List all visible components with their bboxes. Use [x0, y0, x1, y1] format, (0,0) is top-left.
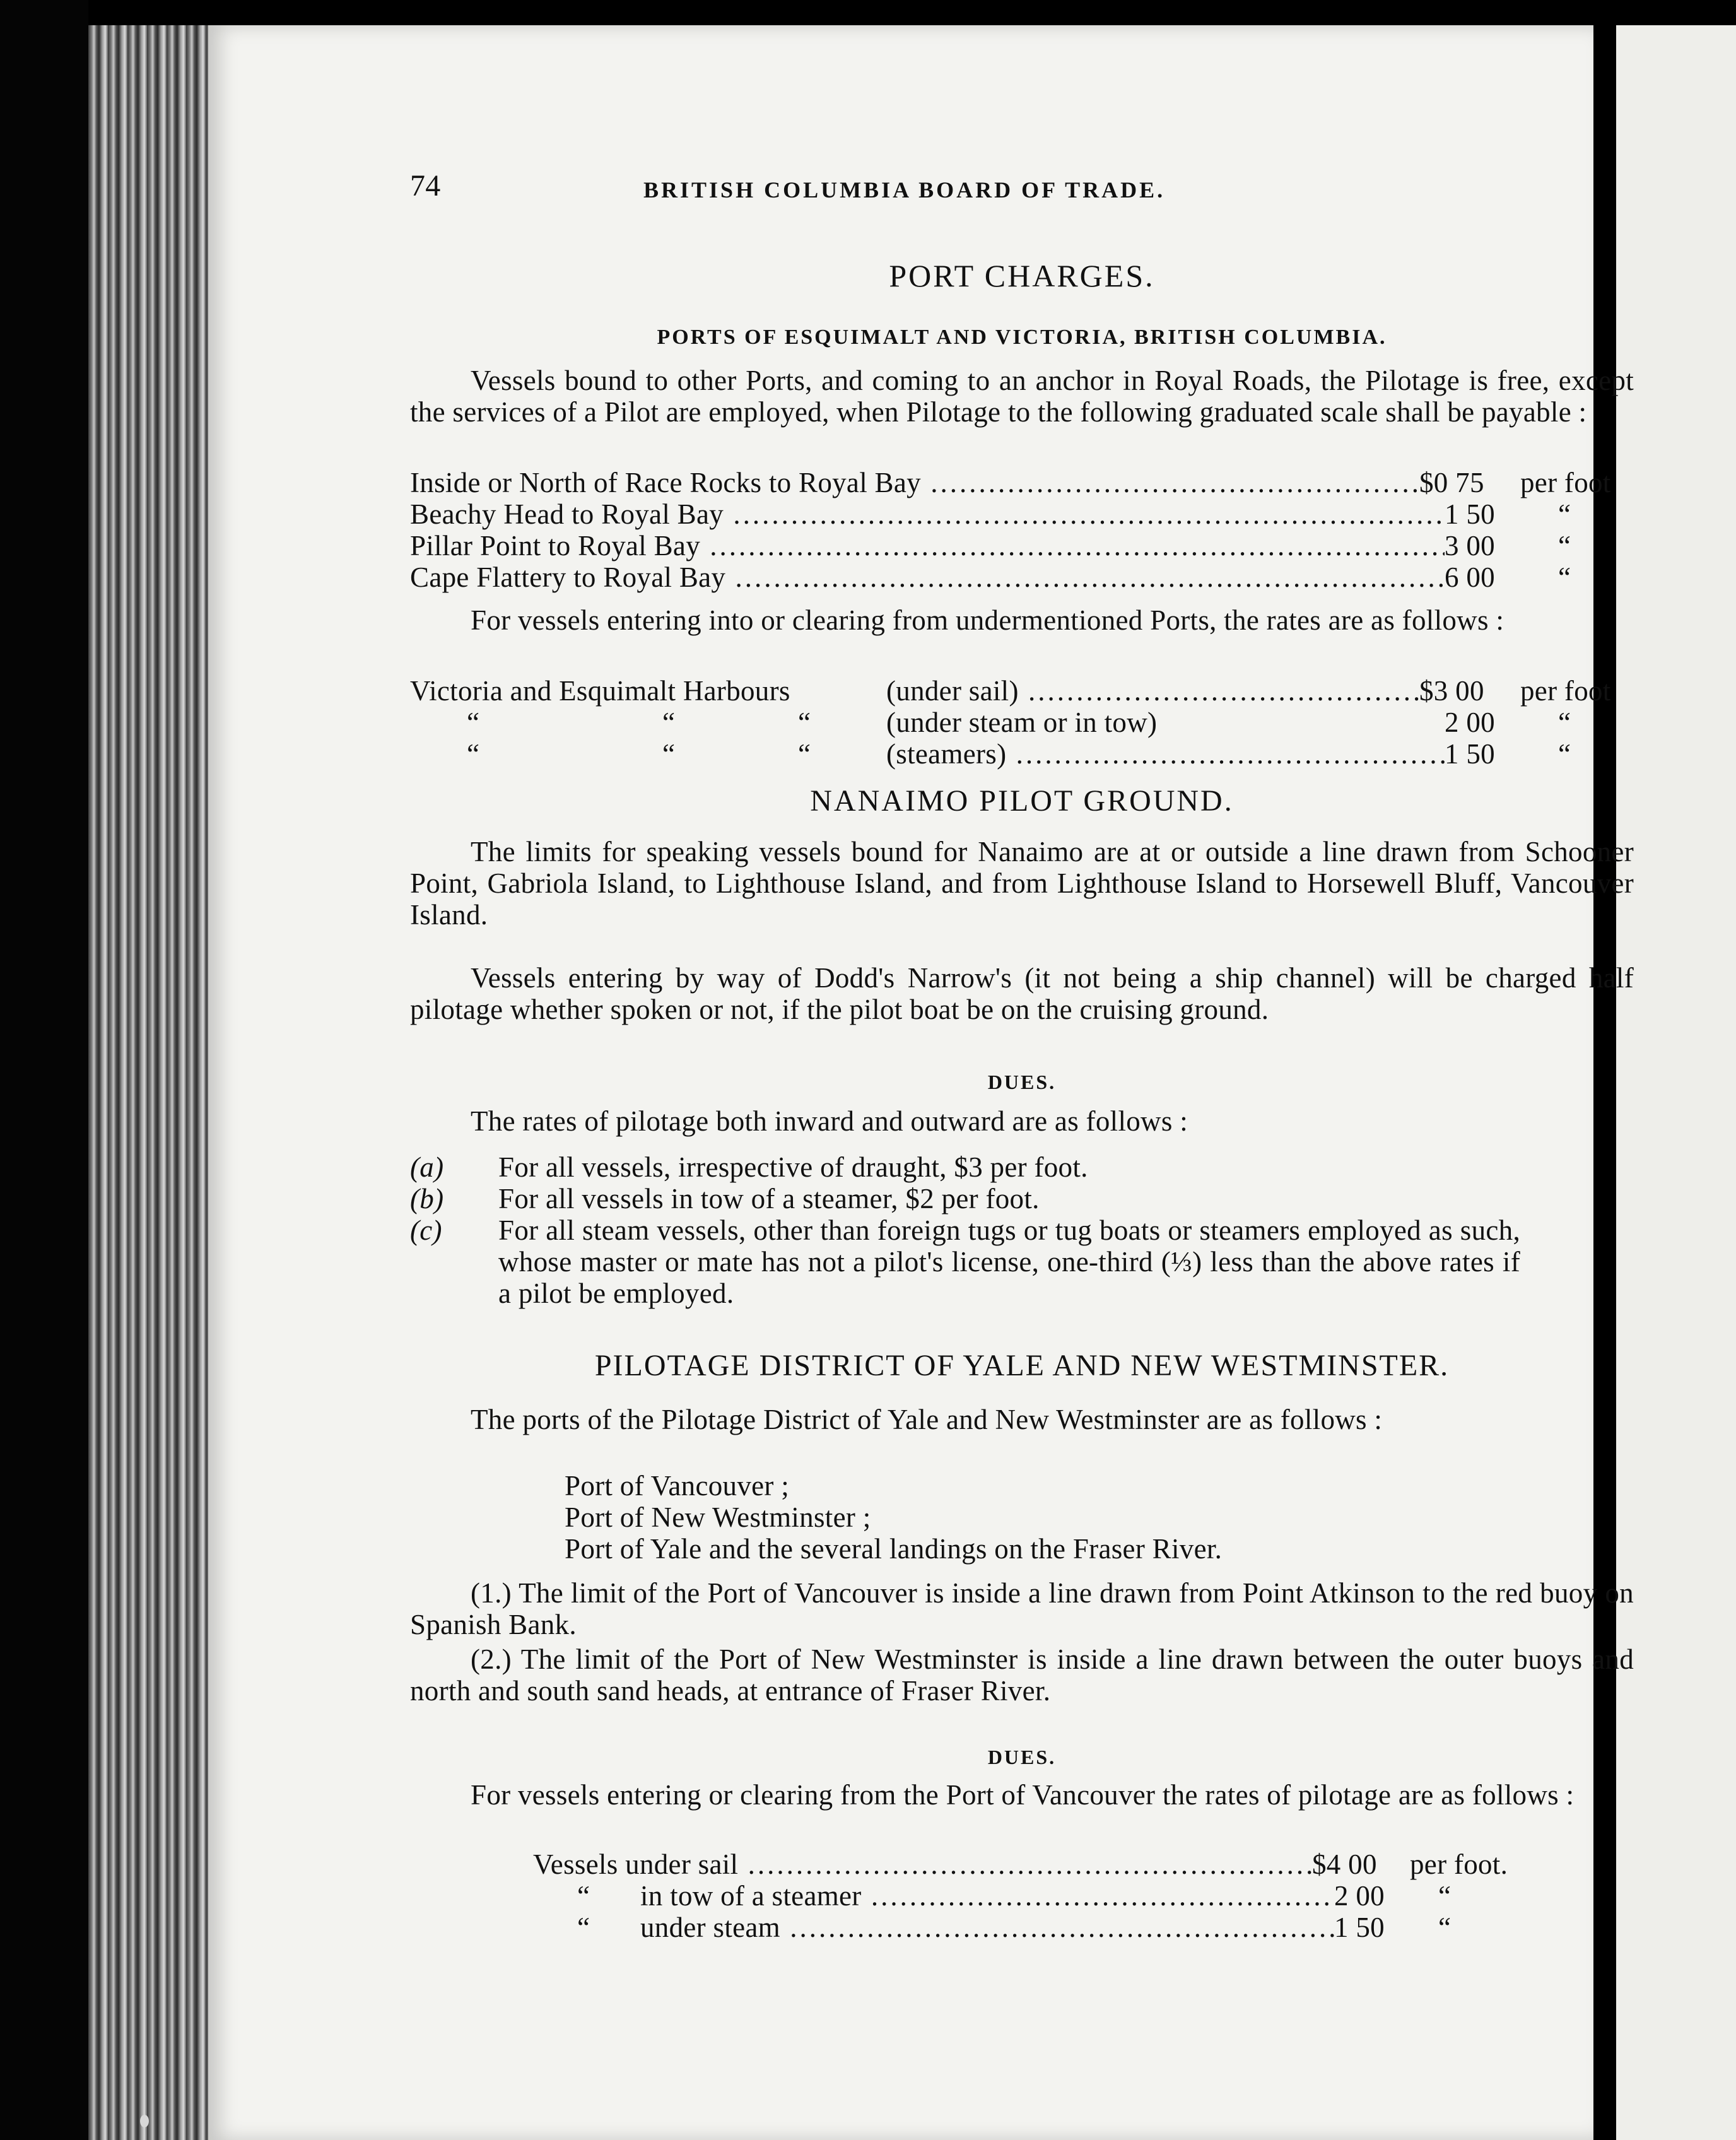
dues-item-text: For all steam vessels, other than foreign tugs or tug boats or steamers employed as such, whose master or mate has not a pilot's license, one-third (⅓) less than the above rates if a pilot be employed.	[498, 1214, 1520, 1309]
port-list-item: Port of Yale and the several landings on the Fraser River.	[565, 1533, 1223, 1565]
dues-item-marker: (b)	[410, 1183, 444, 1214]
vancouver-limit-paragraph: (1.) The limit of the Port of Vancouver is inside a line drawn from Point Atkinson to the red buoy on Spanish Bank.	[410, 1577, 1634, 1640]
dues-item-c	[410, 1214, 1520, 1309]
dodds-narrow-paragraph: Vessels entering by way of Dodd's Narrow's (it not being a ship channel) will be charged half pilotage whether spoken or not, if the pilot boat be on the cruising ground.	[410, 962, 1634, 1025]
dues-item-marker: (a)	[410, 1151, 444, 1183]
vancouver-rate-amount: 2 00	[1334, 1880, 1385, 1912]
nanaimo-title: NANAIMO PILOT GROUND.	[810, 784, 1234, 818]
vancouver-rate-label: under steam .....	[640, 1912, 1334, 1943]
port-charges-title: PORT CHARGES.	[889, 258, 1155, 293]
vancouver-rate-label: in tow of a steamer .....	[640, 1880, 1334, 1912]
facing-page-edge	[1616, 25, 1736, 2140]
rate-row	[410, 530, 1634, 561]
ditto-mark: “	[662, 707, 676, 738]
harbour-unit: per foot	[1520, 675, 1611, 707]
nanaimo-limits-paragraph: The limits for speaking vessels bound for Nanaimo are at or outside a line drawn from Schooner Point, Gabriola Island, to Lighthouse Island, and from Lighthouse Island to Horsewell Bluff, Vancouver Island.	[410, 836, 1634, 931]
nanaimo-dues-intro: The rates of pilotage both inward and outward are as follows :	[471, 1105, 1188, 1137]
scan-left-border	[0, 0, 88, 2140]
harbour-rate-row	[410, 707, 1634, 738]
ditto-mark: “	[467, 707, 480, 738]
rate-amount: 6 00	[1445, 561, 1495, 593]
new-westminster-limit-paragraph: (2.) The limit of the Port of New Westminster is inside a line drawn between the outer buoys and north and south sand heads, at entrance of Fraser River.	[410, 1643, 1634, 1707]
esquimalt-victoria-subtitle: PORTS OF ESQUIMALT AND VICTORIA, BRITISH COLUMBIA.	[657, 326, 1387, 349]
vancouver-dues-intro: For vessels entering or clearing from the Port of Vancouver the rates of pilotage are as follows :	[471, 1779, 1575, 1811]
scan-top-border	[0, 0, 1736, 25]
port-list-item: Port of New Westminster ;	[565, 1502, 871, 1533]
dues-item-marker: (c)	[410, 1214, 442, 1246]
running-title: BRITISH COLUMBIA BOARD OF TRADE.	[643, 177, 1166, 203]
rate-route: Cape Flattery to Royal Bay .....	[410, 561, 1445, 593]
harbour-rate-row	[410, 738, 1634, 770]
harbour-unit: “	[1558, 738, 1571, 770]
harbour-unit: “	[1558, 707, 1571, 738]
harbour-rate-row	[410, 675, 1634, 707]
vancouver-rate-unit: per foot.	[1410, 1849, 1508, 1880]
yale-district-intro: The ports of the Pilotage District of Yale and New Westminster are as follows :	[471, 1404, 1383, 1435]
book-page-edges	[88, 25, 208, 2140]
rate-amount: $0 75	[1419, 467, 1484, 498]
rate-amount: 1 50	[1445, 498, 1495, 530]
dues-item-a	[410, 1151, 1520, 1183]
rate-unit: “	[1558, 498, 1571, 530]
vancouver-rate-amount: $4 00	[1312, 1849, 1377, 1880]
dues-item-b	[410, 1183, 1520, 1214]
yale-district-title: PILOTAGE DISTRICT OF YALE AND NEW WESTMINSTER.	[594, 1349, 1450, 1382]
rate-route: Pillar Point to Royal Bay .....	[410, 530, 1445, 561]
rate-unit: “	[1558, 530, 1571, 561]
rate-row	[410, 561, 1634, 593]
harbour-condition: (under sail) .....	[886, 675, 1419, 707]
harbour-rates-intro: For vessels entering into or clearing from undermentioned Ports, the rates are as follows :	[471, 604, 1504, 636]
harbour-condition: (under steam or in tow)	[886, 707, 1158, 738]
ditto-mark: “	[662, 738, 676, 770]
ditto-mark: “	[577, 1880, 590, 1912]
running-header	[410, 170, 1634, 208]
ditto-mark: “	[467, 738, 480, 770]
rate-unit: “	[1558, 561, 1571, 593]
book-page	[208, 25, 1634, 2140]
harbour-amount: 2 00	[1445, 707, 1495, 738]
port-charges-intro: Vessels bound to other Ports, and coming to an anchor in Royal Roads, the Pilotage is free, except the services of a Pilot are employed, when Pilotage to the following graduated scale shall be payable :	[410, 365, 1634, 428]
nanaimo-dues-title: DUES.	[987, 1071, 1057, 1093]
harbour-condition: (steamers) .....	[886, 738, 1445, 770]
vancouver-rate-amount: 1 50	[1334, 1912, 1385, 1943]
vancouver-rate-label: Vessels under sail .....	[533, 1849, 1312, 1880]
vancouver-rate-row	[410, 1912, 1634, 1943]
ditto-mark: “	[798, 738, 811, 770]
ditto-mark: “	[577, 1912, 590, 1943]
vancouver-rate-unit: “	[1438, 1912, 1452, 1943]
rate-unit: per foot	[1520, 467, 1611, 498]
ditto-mark: “	[798, 707, 811, 738]
dues-item-text: For all vessels, irrespective of draught, $3 per foot.	[498, 1151, 1088, 1183]
rate-row	[410, 467, 1634, 498]
rate-amount: 3 00	[1445, 530, 1495, 561]
vancouver-rate-row	[410, 1849, 1634, 1880]
page-number: 74	[410, 169, 441, 203]
vancouver-rate-unit: “	[1438, 1880, 1452, 1912]
rate-route: Inside or North of Race Rocks to Royal Bay .....	[410, 467, 1419, 498]
rate-row	[410, 498, 1634, 530]
vancouver-rate-row	[410, 1880, 1634, 1912]
harbour-name: Victoria and Esquimalt Harbours	[410, 675, 790, 707]
page-content	[410, 25, 1634, 2140]
rate-route: Beachy Head to Royal Bay .....	[410, 498, 1445, 530]
harbour-amount: 1 50	[1445, 738, 1495, 770]
scan-speck	[140, 2115, 149, 2127]
dues-item-text: For all vessels in tow of a steamer, $2 per foot.	[498, 1183, 1040, 1214]
harbour-amount: $3 00	[1419, 675, 1484, 707]
yale-dues-title: DUES.	[987, 1746, 1057, 1768]
port-list-item: Port of Vancouver ;	[565, 1470, 790, 1502]
